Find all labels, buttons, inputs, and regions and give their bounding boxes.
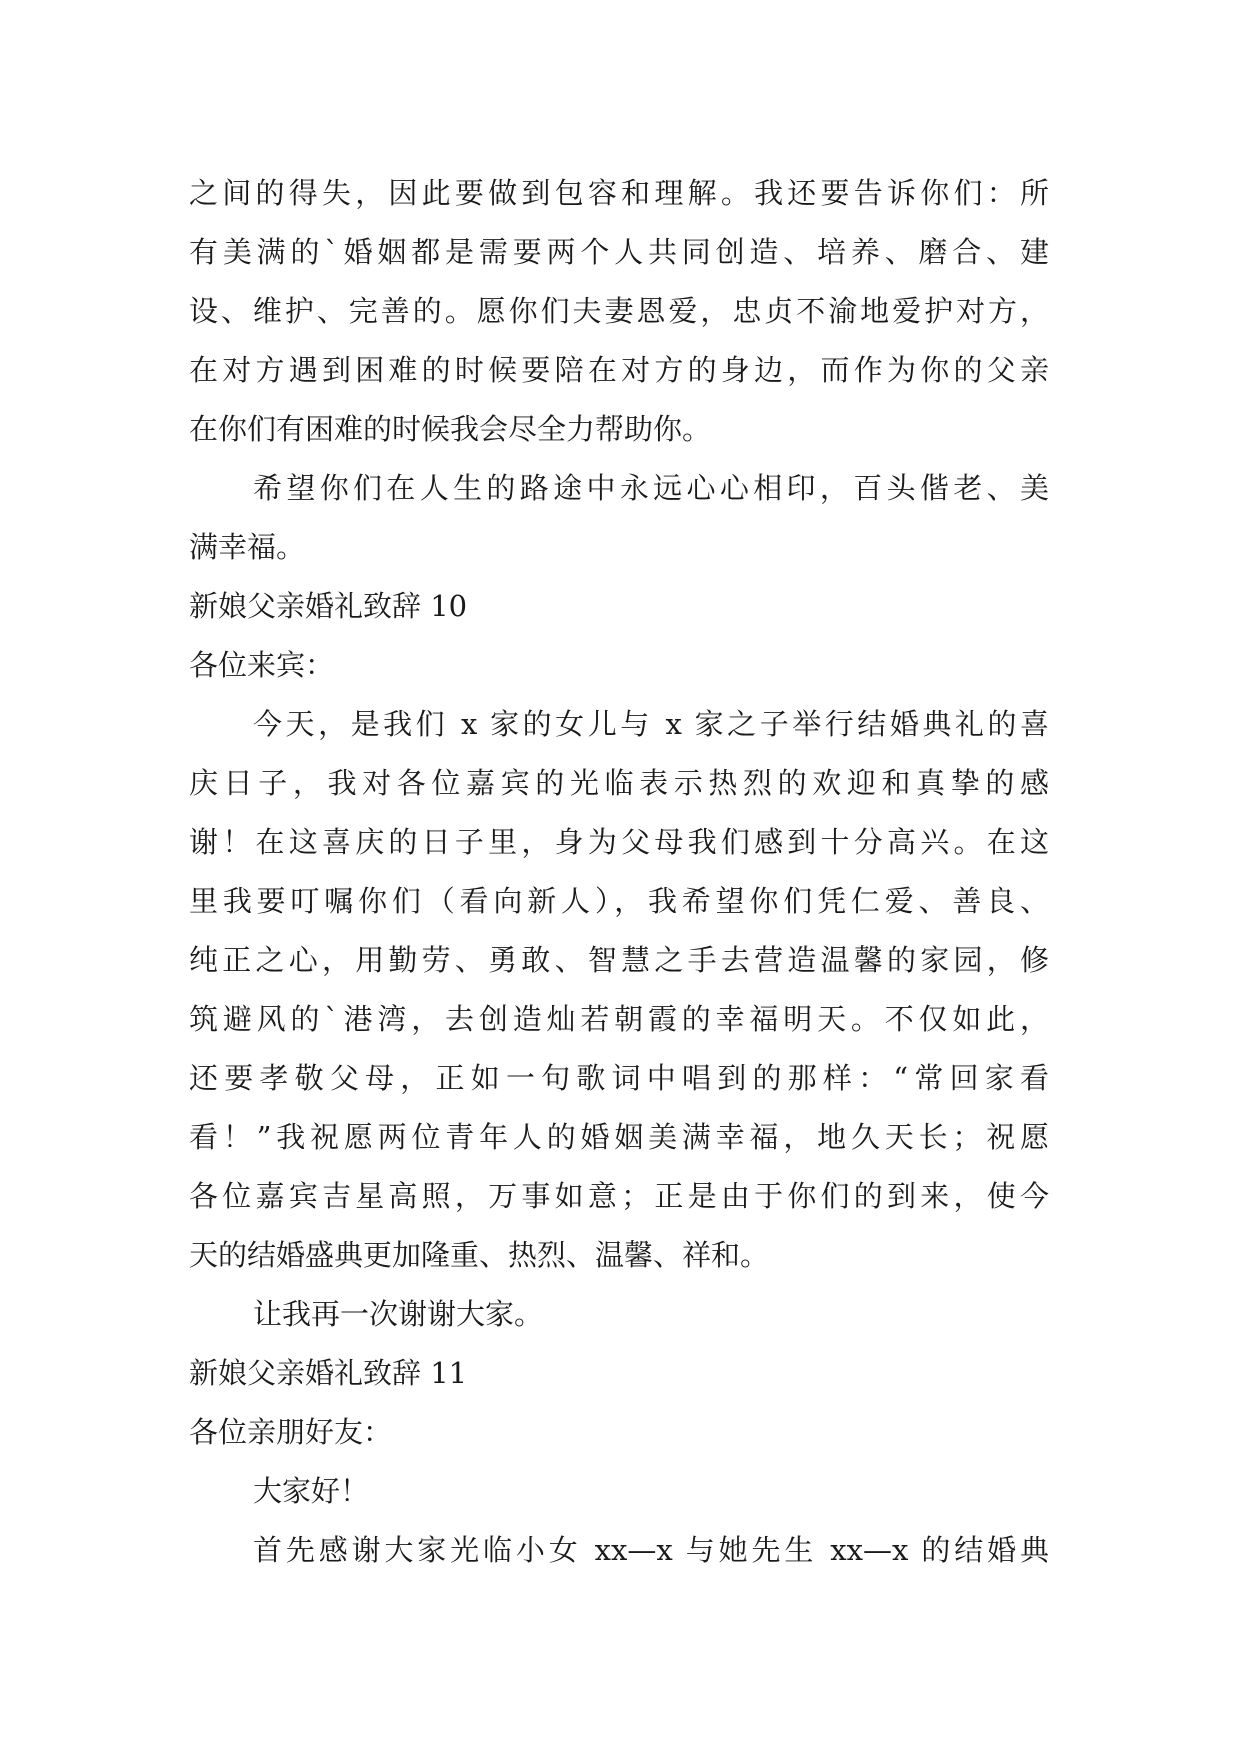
- text-line: 让我再一次谢谢大家。: [253, 1297, 544, 1331]
- text-line: 新娘父亲婚礼致辞 10: [189, 589, 468, 623]
- text-line: 首先感谢大家光临小女 xx—x 与她先生 xx—x 的结婚典: [253, 1533, 1049, 1567]
- text-line: 之间的得失，因此要做到包容和理解。我还要告诉你们：所: [189, 176, 1049, 210]
- text-line: 里我要叮嘱你们（看向新人），我希望你们凭仁爱、善良、: [189, 884, 1049, 918]
- text-line: 各位亲朋好友：: [189, 1415, 393, 1449]
- text-line: 看！”我祝愿两位青年人的婚姻美满幸福，地久天长；祝愿: [189, 1120, 1049, 1154]
- text-line: 有美满的`婚姻都是需要两个人共同创造、培养、磨合、建: [189, 235, 1049, 269]
- text-line: 设、维护、完善的。愿你们夫妻恩爱，忠贞不渝地爱护对方，: [189, 294, 1049, 328]
- text-line: 谢！在这喜庆的日子里，身为父母我们感到十分高兴。在这: [189, 825, 1049, 859]
- text-line: 满幸福。: [189, 530, 306, 564]
- text-line: 在你们有困难的时候我会尽全力帮助你。: [189, 412, 712, 446]
- text-line: 今天，是我们 x 家的女儿与 x 家之子举行结婚典礼的喜: [253, 707, 1049, 741]
- text-line: 新娘父亲婚礼致辞 11: [189, 1356, 468, 1390]
- text-line: 纯正之心，用勤劳、勇敢、智慧之手去营造温馨的家园，修: [189, 943, 1049, 977]
- text-line: 希望你们在人生的路途中永远心心相印，百头偕老、美: [253, 471, 1049, 505]
- text-line: 在对方遇到困难的时候要陪在对方的身边，而作为你的父亲: [189, 353, 1049, 387]
- text-line: 天的结婚盛典更加隆重、热烈、温馨、祥和。: [189, 1238, 770, 1272]
- text-line: 各位嘉宾吉星高照，万事如意；正是由于你们的到来，使今: [189, 1179, 1049, 1213]
- document-body: [189, 164, 1049, 1580]
- text-line: 各位来宾：: [189, 648, 335, 682]
- text-line: 庆日子，我对各位嘉宾的光临表示热烈的欢迎和真挚的感: [189, 766, 1049, 800]
- text-line: 大家好！: [253, 1474, 370, 1508]
- text-line: 筑避风的`港湾，去创造灿若朝霞的幸福明天。不仅如此，: [189, 1002, 1049, 1036]
- text-line: 还要孝敬父母，正如一句歌词中唱到的那样：“常回家看: [189, 1061, 1049, 1095]
